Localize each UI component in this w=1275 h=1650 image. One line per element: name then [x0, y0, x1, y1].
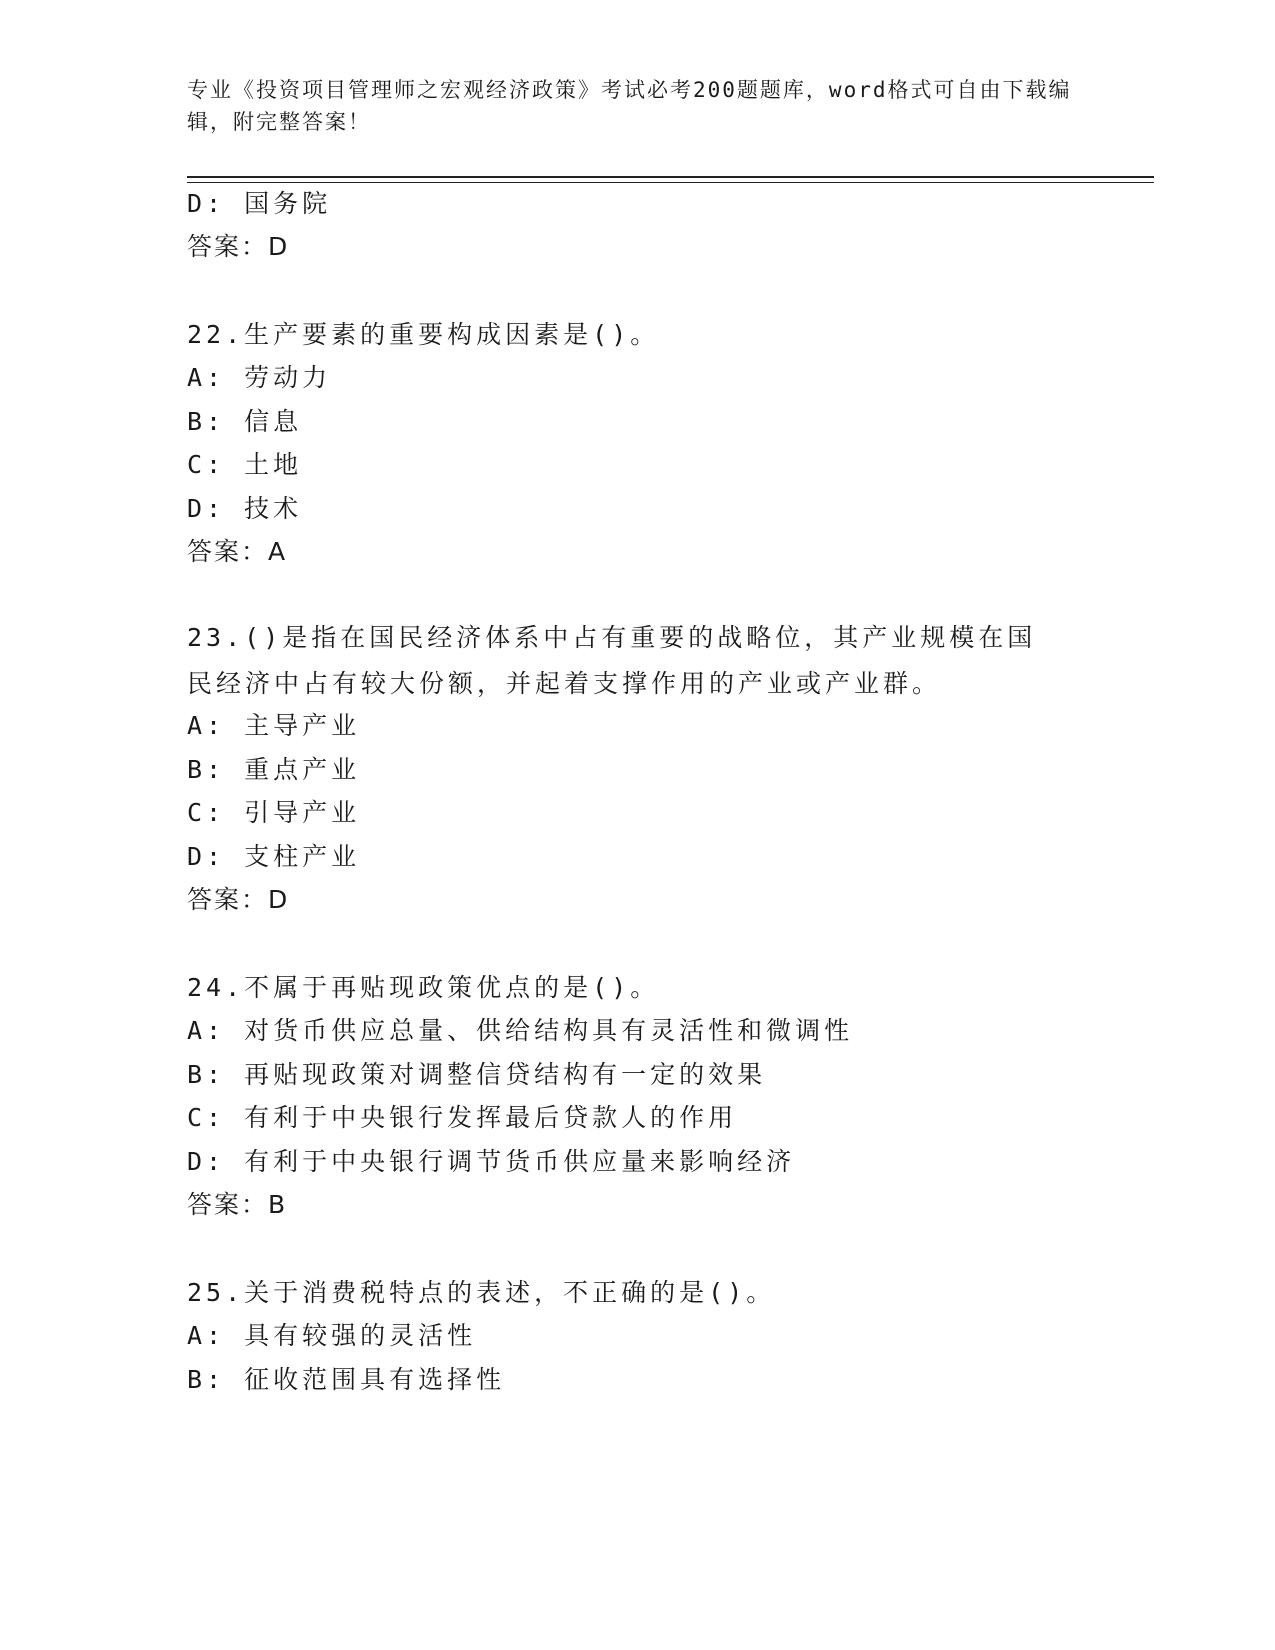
option-b: B: 再贴现政策对调整信贷结构有一定的效果 [187, 1060, 767, 1089]
option-d: D: 支柱产业 [187, 842, 361, 871]
answer-line: 答案：B [187, 1190, 288, 1219]
document-header-title: 专业《投资项目管理师之宏观经济政策》考试必考200题题库，word格式可自由下载编辑，附完整答案！ [187, 78, 1072, 134]
answer-line: 答案：A [187, 537, 288, 566]
option-d: D: 技术 [187, 494, 303, 523]
option-b: B: 征收范围具有选择性 [187, 1365, 506, 1394]
option-d: D: 国务院 [187, 189, 332, 218]
question-stem: 25.关于消费税特点的表述，不正确的是()。 [187, 1278, 776, 1307]
header-divider-thin [187, 182, 1154, 183]
option-c: C: 有利于中央银行发挥最后贷款人的作用 [187, 1103, 738, 1132]
option-a: A: 劳动力 [187, 363, 332, 392]
header-divider-thick [187, 176, 1154, 178]
option-a: A: 具有较强的灵活性 [187, 1321, 477, 1350]
option-a: A: 对货币供应总量、供给结构具有灵活性和微调性 [187, 1016, 854, 1045]
option-a: A: 主导产业 [187, 711, 361, 740]
option-d: D: 有利于中央银行调节货币供应量来影响经济 [187, 1147, 796, 1176]
answer-line: 答案：D [187, 885, 290, 914]
question-stem: 24.不属于再贴现政策优点的是()。 [187, 973, 660, 1002]
answer-line: 答案：D [187, 232, 290, 261]
option-c: C: 土地 [187, 450, 303, 479]
option-c: C: 引导产业 [187, 798, 361, 827]
question-stem: 23.()是指在国民经济体系中占有重要的战略位，其产业规模在国民经济中占有较大份额，并起着支撑作用的产业或产业群。 [187, 623, 1037, 698]
question-stem: 22.生产要素的重要构成因素是()。 [187, 320, 660, 349]
option-b: B: 信息 [187, 407, 303, 436]
option-b: B: 重点产业 [187, 755, 361, 784]
